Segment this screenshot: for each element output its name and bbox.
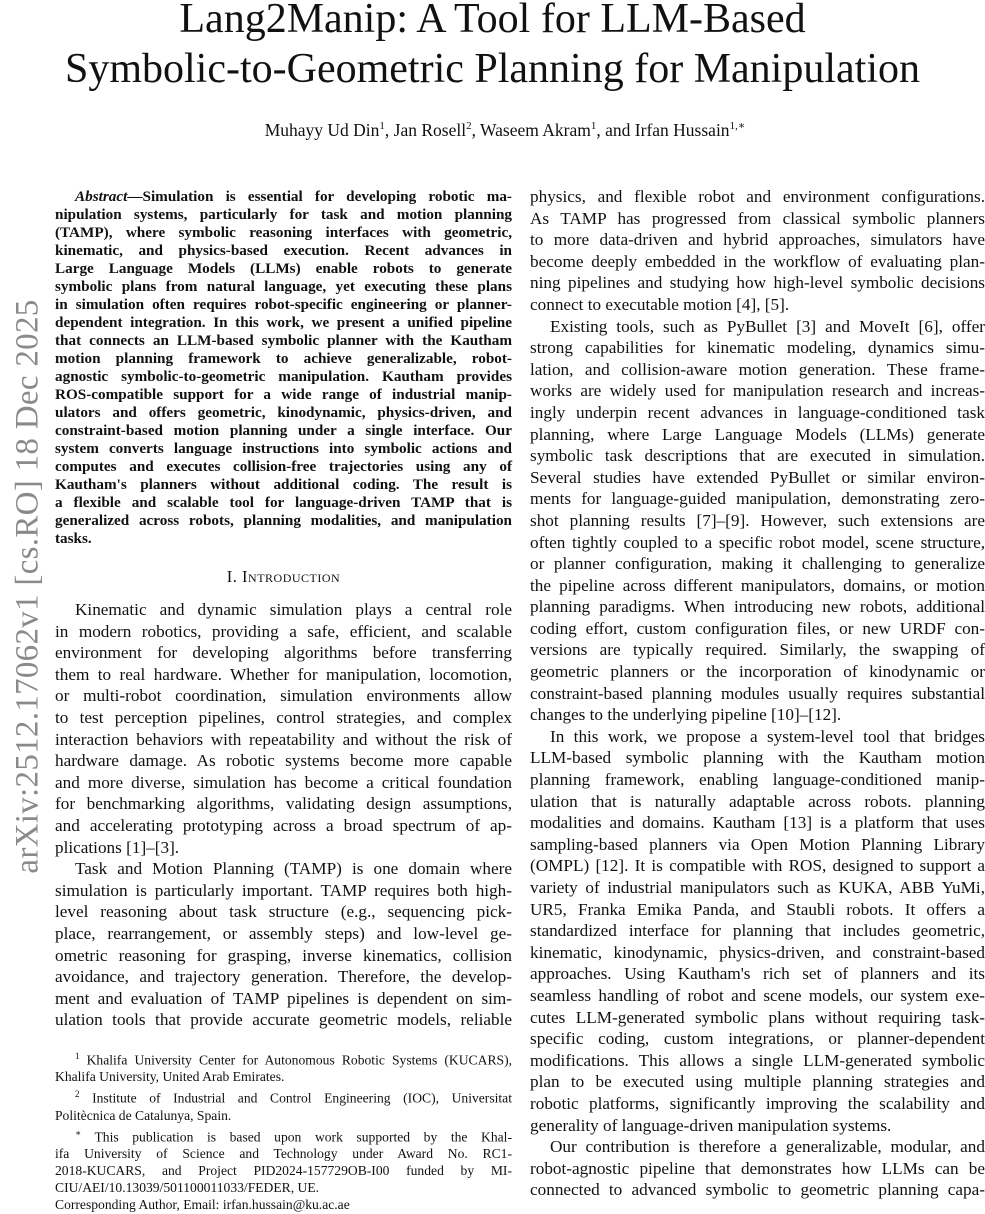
text-line: (OMPL) [12]. It is compatible with ROS, designed to support a [530,856,985,876]
text-line: works are widely used for manipulation research and increas- [530,381,985,401]
text-line: plications [1]–[3]. [55,837,180,857]
footnote-line: CIU/AEI/10.13039/501100011033/FEDER, UE. [55,1179,320,1195]
text-line: robotic platforms, significantly improving the scalability and [530,1093,985,1113]
text-line: connect to executable motion [4], [5]. [530,294,790,314]
paragraph [55,858,512,1031]
text-line: become deeply embedded in the workflow of evaluating plan- [530,251,985,271]
abstract-line: dependent integration. In this work, we present a unified pipeline [55,314,512,331]
text-line: constraint-based planning modules usually requires substantial [530,683,985,703]
footnote [55,1048,512,1086]
abstract-line: generalized across robots, planning modalities, and manipulation [55,512,512,529]
text-line: interaction behaviors with repeatability and without the risk of [55,729,512,749]
text-line: and more diverse, simulation has become a critical foundation [55,772,512,792]
right-column-text [530,186,985,1201]
text-line: versions are typically required. Similarly, the swapping of [530,640,985,660]
text-line: to test perception pipelines, control strategies, and complex [55,707,512,727]
paragraph [55,599,512,858]
text-line: shot planning results [7]–[9]. However, such extensions are [530,510,985,530]
text-line: seamless handling of robot and scene models, our system exe- [530,985,985,1005]
text-line: environment for developing algorithms before transferring [55,643,512,663]
author-affiliation-mark: 1 [590,120,597,132]
arxiv-stamp: arXiv:2512.17062v1 [cs.RO] 18 Dec 2025 [9,299,46,874]
text-line: connected to advanced symbolic to geometric planning capa- [530,1180,985,1200]
footnote-mark: ∗ [75,1127,82,1138]
footnote-line: Khalifa University, United Arab Emirates. [55,1069,285,1085]
text-line: physics, and flexible robot and environment configurations. [530,187,985,206]
text-line: ments for language-guided manipulation, demonstrating zero- [530,489,985,509]
paragraph [530,1136,985,1201]
abstract-line: ROS-compatible support for a wide range of industrial manip- [55,386,512,403]
author-affiliation-mark: 1,∗ [729,120,746,132]
text-line: ometric reasoning for grasping, inverse kinematics, collision [55,945,512,965]
text-line: ingly underpin recent advances in language-conditioned task [530,402,985,422]
author-name: Jan Rosell [393,119,467,140]
text-line: hardware damage. As robotic systems become more capable [55,751,512,771]
footnote-line: Politècnica de Catalunya, Spain. [55,1107,232,1123]
footnotes [55,1048,512,1214]
text-line: simulation is particularly important. TAMP requires both high- [55,880,512,900]
text-line: level reasoning about task structure (e.g., sequencing pick- [55,902,512,922]
author-affiliation-mark: 2 [466,120,472,132]
abstract-line: symbolic plans from natural language, yet executing these plans [55,278,512,295]
text-line: approaches. Using Kautham's rich set of planners and its [530,964,985,984]
text-line: sampling-based planners via Open Motion Planning Library [530,834,985,854]
text-line: geometric planners or the incorporation of kinodynamic or [530,662,985,682]
abstract-line: system converts language instructions into symbolic actions and [55,440,512,457]
text-line: Several studies have extended PyBullet or similar environ- [530,467,985,487]
text-line: lation, and collision-aware motion generation. These frame- [530,359,985,379]
text-line: standardized interface for planning that includes geometric, [530,921,985,941]
abstract-line: Kautham's planners without additional coding. The result is [55,476,512,493]
abstract-line: motion planning framework to achieve generalizable, robot- [55,350,512,367]
author-name: Irfan Hussain [634,119,730,140]
footnote-line: 2018-KUCARS, and Project PID2024-157729OB-I00 funded by MI- [55,1163,512,1179]
text-line: place, rearrangement, or assembly steps) and low-level ge- [55,923,512,943]
paper-title [0,0,985,94]
section-heading-introduction: I. Introduction [226,567,341,586]
text-line: As TAMP has progressed from classical symbolic planners [530,208,985,228]
text-line: the pipeline across different manipulators, domains, or motion [530,575,985,595]
text-line: changes to the underlying pipeline [10]–[12]. [530,705,842,725]
text-line: planning paradigms. When introducing new robots, additional [530,597,985,617]
abstract-line: constraint-based motion planning under a single interface. Our [55,422,512,439]
text-line: for benchmarking algorithms, validating design assumptions, [55,794,512,814]
text-line: in modern robotics, providing a safe, efficient, and scalable [55,621,512,641]
footnote-mark: 1 [75,1051,80,1061]
footnote-line: $^2$ Institute of Industrial and Control Engineering (IOC), Universitat [75,1089,512,1106]
text-line: generality of language-driven manipulation systems. [530,1115,892,1135]
text-line: often tightly coupled to a specific robot model, scene structure, [530,532,985,552]
abstract-line: kinematic, and physics-based execution. Recent advances in [55,242,512,259]
text-line: or planner configuration, making it challenging to generalize [530,554,985,574]
text-line: them to real hardware. Whether for manipulation, locomotion, [55,664,512,684]
text-line: plan to be executed using multiple planning strategies and [530,1072,985,1092]
abstract-line: agnostic symbolic-to-geometric manipulation. Kautham provides [55,368,512,385]
left-column-text [55,599,512,1031]
abstract-line: (TAMP), where symbolic reasoning interfaces with geometric, [55,224,512,241]
text-line: ment and evaluation of TAMP pipelines is dependent on sim- [55,988,512,1008]
text-line: cutes LLM-generated symbolic plans without requiring task- [530,1007,985,1027]
footnote-line: ∗ This publication is based upon work supported by the Khal- [75,1127,512,1145]
text-line: planning framework, enabling language-conditioned manip- [530,770,985,790]
text-line: specific coding, custom integrations, or planner-dependent [530,1029,985,1049]
abstract-line: ulators and offers geometric, kinodynamic, physics-driven, and [55,404,512,421]
paragraph [530,726,985,1136]
text-line: Task and Motion Planning (TAMP) is one domain where [75,859,512,879]
abstract-line: in simulation often requires robot-specific engineering or planner- [55,296,512,313]
footnote-line: Corresponding Author, Email: irfan.hussain@ku.ac.ae [55,1196,350,1212]
text-line: strong capabilities for kinematic modeling, dynamics simu- [530,338,985,358]
abstract-line: a flexible and scalable tool for language-driven TAMP that is [55,494,512,511]
text-line: UR5, Franka Emika Panda, and Staubli robots. It offers a [530,899,985,919]
footnote [55,1197,512,1214]
text-line: robot-agnostic pipeline that demonstrates how LLMs can be [530,1158,985,1178]
text-line: LLM-based symbolic planning with the Kautham motion [530,748,985,768]
paragraph [530,316,985,726]
author-affiliation-mark: 1 [379,120,385,132]
abstract-line: tasks. [55,530,92,547]
title-line: Lang2Manip: A Tool for LLM-Based [179,0,806,42]
text-line: or multi-robot coordination, simulation environments allow [55,686,512,706]
text-line: avoidance, and trajectory generation. Therefore, the develop- [55,967,512,987]
abstract-label: Abstract [75,188,128,205]
text-line: kinematic, kinodynamic, physics-driven, and constraint-based [530,942,985,962]
text-line: coding effort, custom configuration files, or new URDF con- [530,618,985,638]
footnote [55,1125,512,1197]
abstract-line: that connects an LLM-based symbolic planner with the Kautham [55,332,512,349]
footnote-mark: 2 [75,1089,80,1100]
text-line: to more data-driven and hybrid approaches, simulators have [530,230,985,250]
text-line: symbolic task descriptions that are executed in simulation. [530,446,985,466]
abstract [55,188,512,548]
footnote [55,1086,512,1124]
paragraph [530,186,985,316]
footnote-line: ifa University of Science and Technology under Award No. RC1- [55,1146,512,1162]
text-line: and accelerating prototyping across a broad spectrum of ap- [55,815,512,835]
footnote-line: $^1$ Khalifa University Center for Autonomous Robotic Systems (KUCARS), [75,1051,512,1068]
text-line: Kinematic and dynamic simulation plays a central role [75,600,512,619]
text-line: planning, where Large Language Models (LLMs) generate [530,424,985,444]
abstract-line: computes and executes collision-free trajectories using any of [55,458,512,475]
author-list: Muhayy Ud Din$^1$, Jan Rosell$^2$, Waseem Akram$^1$, and Irfan Hussain$^{1,∗}$ [264,119,746,140]
text-line: Our contribution is therefore a generalizable, modular, and [550,1137,985,1157]
text-line: variety of industrial manipulators such as KUKA, ABB YuMi, [530,878,985,897]
abstract-line: nipulation systems, particularly for task and motion planning [55,206,512,223]
text-line: modalities and domains. Kautham [13] is a platform that uses [530,813,985,833]
text-line: ulation that is naturally adaptable across robots. planning [530,791,985,811]
text-line: In this work, we propose a system-level tool that bridges [550,726,985,746]
author-name: Muhayy Ud Din [264,119,380,140]
text-line: Existing tools, such as PyBullet [3] and MoveIt [6], offer [550,316,985,336]
title-line: Symbolic-to-Geometric Planning for Manipulation [64,46,920,92]
abstract-line: Large Language Models (LLMs) enable robots to generate [55,260,512,277]
author-name: Waseem Akram [480,119,591,140]
text-line: ning pipelines and studying how high-level symbolic decisions [530,273,985,293]
text-line: ulation tools that provide accurate geometric models, reliable [55,1010,512,1030]
abstract-line: Abstract—Simulation is essential for developing robotic ma- [75,188,512,205]
text-line: modifications. This allows a single LLM-generated symbolic [530,1050,985,1070]
